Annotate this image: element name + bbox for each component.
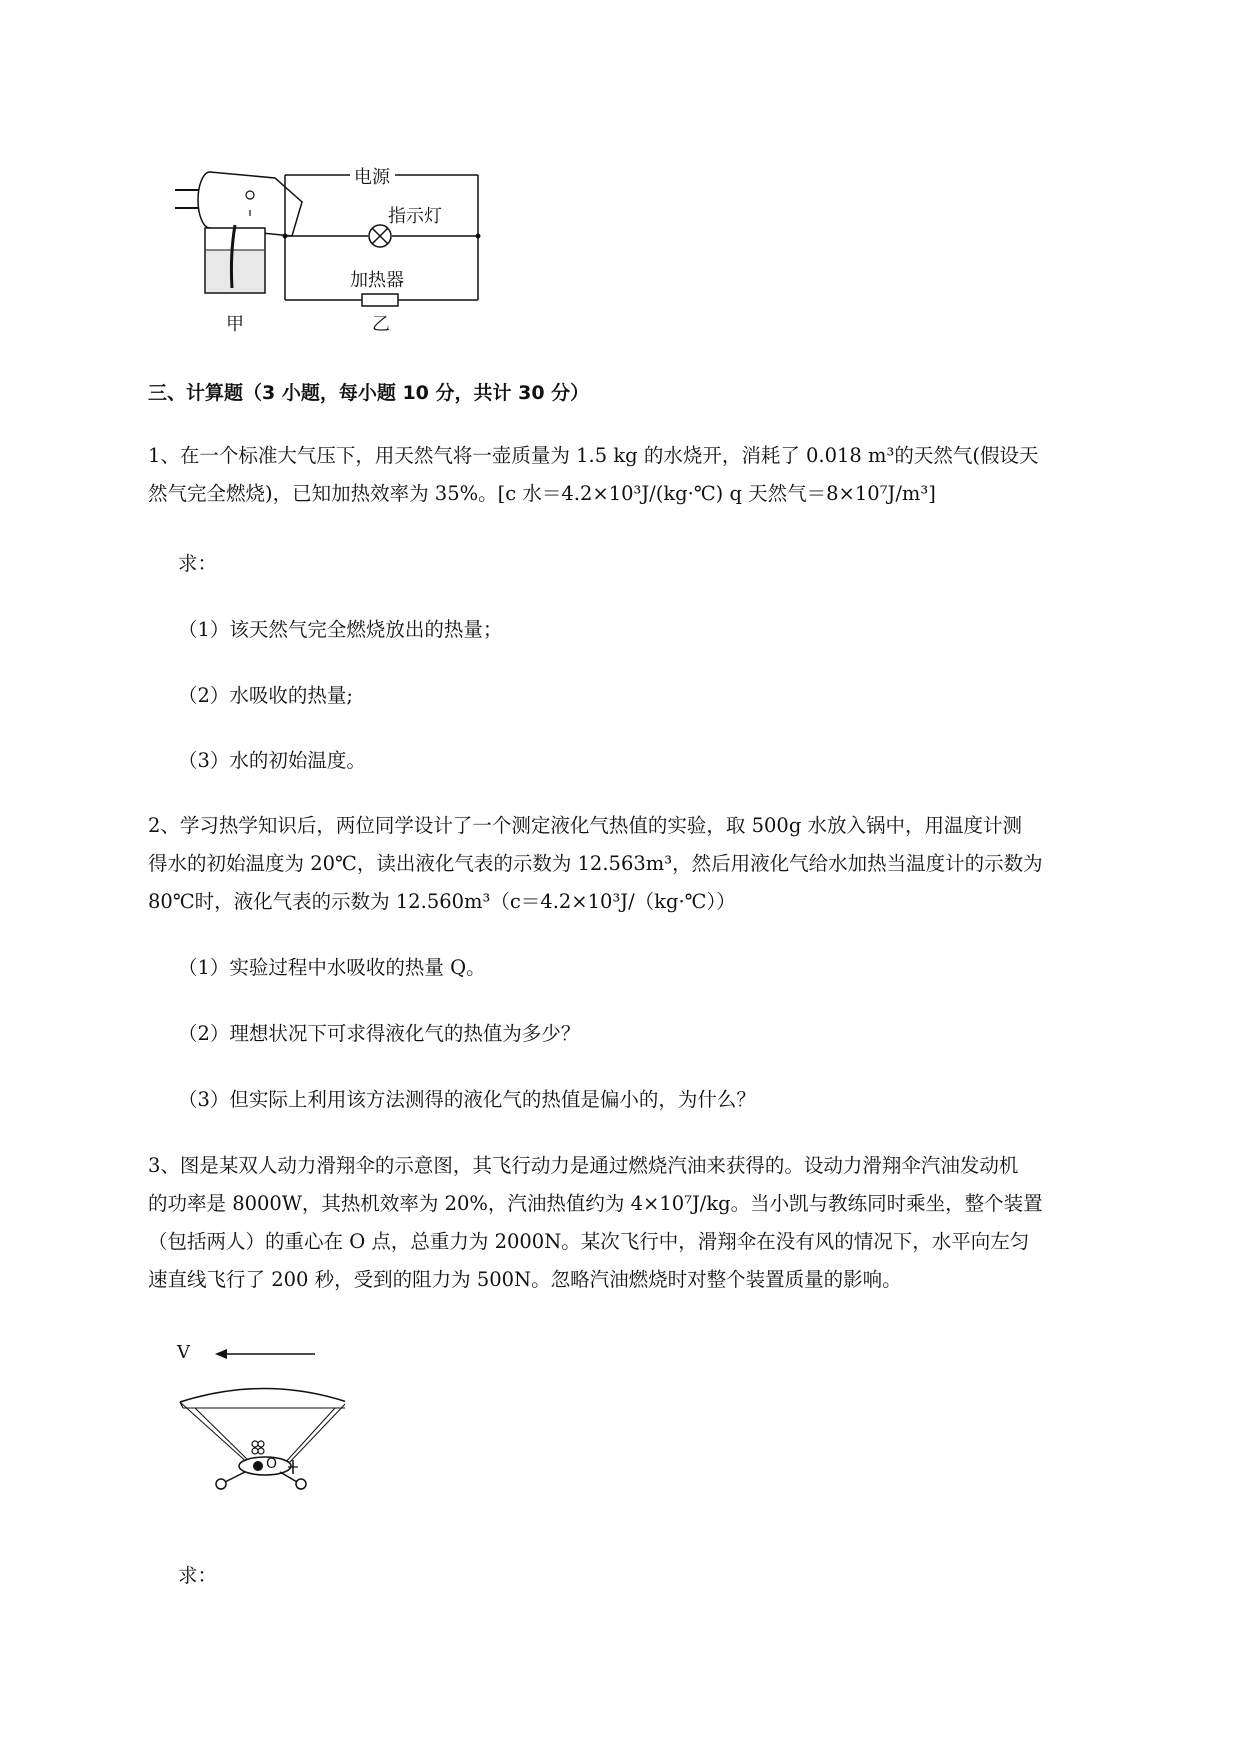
q2-line3: 80℃时，液化气表的示数为 12.560m³（c＝4.2×10³J/（kg·℃）） [148,890,736,913]
q1-sub3: （3）水的初始温度。 [178,749,366,772]
water [206,250,264,292]
label-heater: 加热器 [350,270,404,291]
q2-line1: 2、学习热学知识后，两位同学设计了一个测定液化气热值的实验，取 500g 水放入锅中，用温度计测 [148,814,1023,837]
seat-frame [239,1457,291,1475]
heater-resistor [362,294,398,306]
canopy [180,1389,345,1403]
q3-line3: （包括两人）的重心在 O 点，总重力为 2000N。某次飞行中，滑翔伞在没有风的情况下，水平向左匀 [148,1230,1030,1253]
q1-line1: 1、在一个标准大气压下，用天然气将一壶质量为 1.5 kg 的水烧开，消耗了 0.018 m³的天然气(假设天 [148,444,1039,467]
figure-kettle-circuit [160,160,560,340]
point-o-label: O [266,1456,278,1472]
q2-sub2: （2）理想状况下可求得液化气的热值为多少？ [178,1022,581,1045]
paraglider-diagram [175,1340,345,1495]
q2-sub3: （3）但实际上利用该方法测得的液化气的热值是偏小的，为什么？ [178,1088,756,1111]
q1-sub2: （2）水吸收的热量; [178,684,353,707]
velocity-label: V [177,1342,190,1363]
kettle-body [210,172,302,236]
q3-ask: 求： [178,1564,218,1587]
section-title: 三、计算题（3 小题，每小题 10 分，共计 30 分） [148,382,590,404]
label-yi: 乙 [372,314,390,335]
figure-paraglider [175,1340,345,1495]
q1-sub1: （1）该天然气完全燃烧放出的热量； [178,618,503,641]
q2-sub1: （1）实验过程中水吸收的热量 Q。 [178,956,486,979]
q3-line2: 的功率是 8000W，其热机效率为 20%，汽油热值约为 4×10⁷J/kg。当小凯与教练同时乘坐，整个装置 [148,1192,1043,1215]
label-jia: 甲 [226,314,244,335]
label-power: 电源 [354,167,390,188]
velocity-arrow-icon [215,1349,227,1359]
q3-line1: 3、图是某双人动力滑翔伞的示意图，其飞行动力是通过燃烧汽油来获得的。设动力滑翔伞汽油发动机 [148,1154,1019,1177]
center-of-gravity-point [253,1461,263,1471]
q1-ask: 求： [178,552,218,575]
label-lamp: 指示灯 [388,206,442,227]
q3-line4: 速直线飞行了 200 秒，受到的阻力为 500N。忽略汽油燃烧时对整个装置质量的影响。 [148,1268,902,1291]
q2-line2: 得水的初始温度为 20℃，读出液化气表的示数为 12.563m³，然后用液化气给水加热当温度计的示数为 [148,852,1043,875]
q1-line2: 然气完全燃烧)，已知加热效率为 35%。[c 水＝4.2×10³J/(kg·℃) q 天然气＝8×10⁷J/m³] [148,482,936,505]
